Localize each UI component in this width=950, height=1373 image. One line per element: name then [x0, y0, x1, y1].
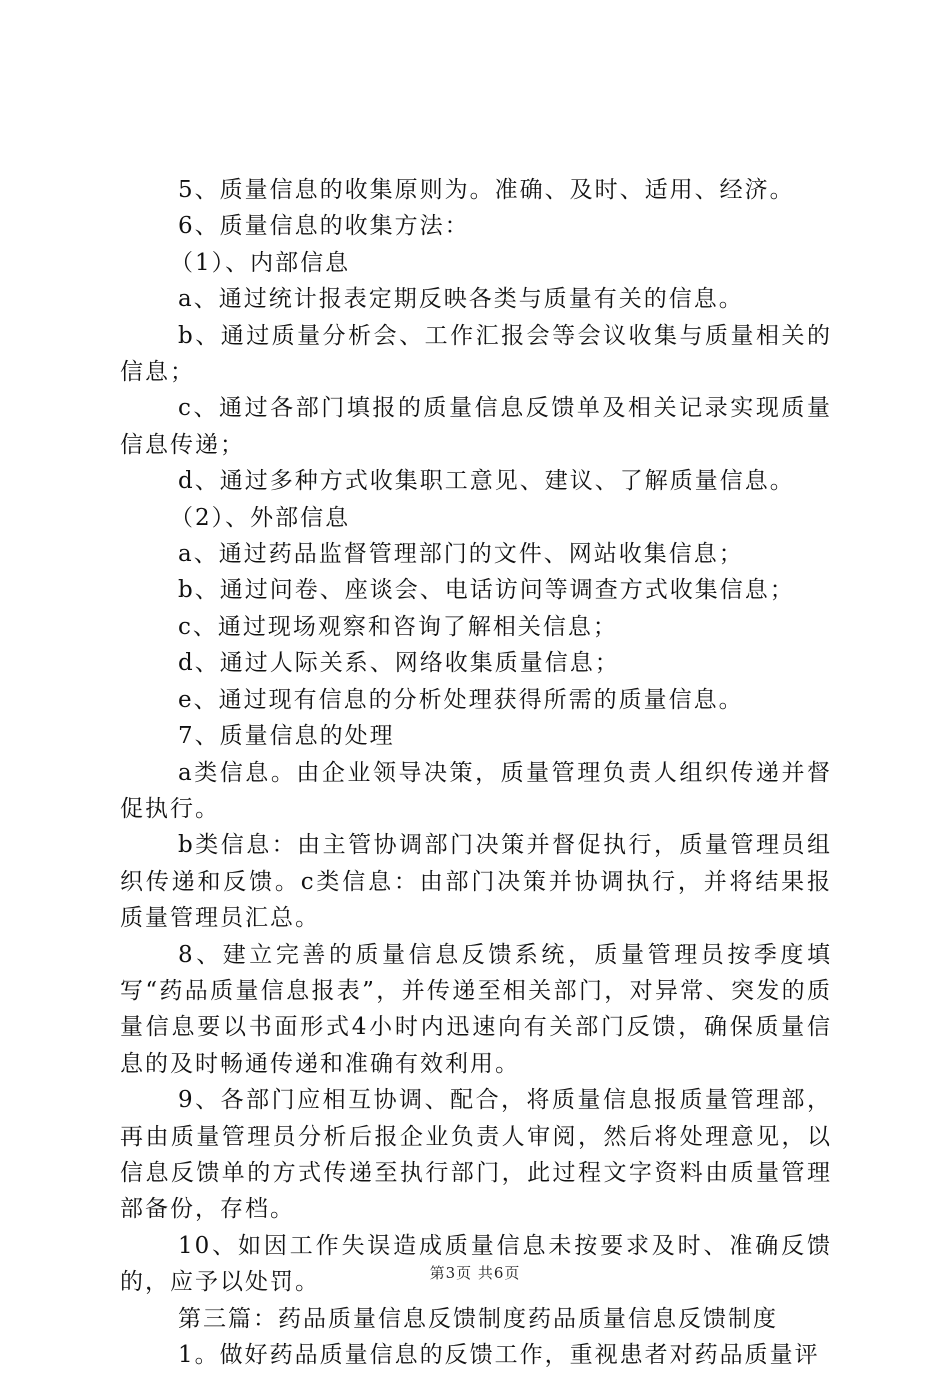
paragraph: 5、质量信息的收集原则为。准确、及时、适用、经济。 [178, 177, 795, 203]
list-item: b、通过问卷、座谈会、电话访问等调查方式收集信息； [178, 577, 795, 604]
paragraph: 10、如因工作失误造成质量信息未按要求及时、准确反馈的，应予以处罚。 [120, 1232, 832, 1296]
paragraph: 1。做好药品质量信息的反馈工作，重视患者对药品质量评 [178, 1342, 820, 1368]
section-heading: （1）、内部信息 [170, 249, 351, 276]
list-item: e、通过现有信息的分析处理获得所需的质量信息。 [178, 686, 744, 713]
paragraph: 8、建立完善的质量信息反馈系统，质量管理员按季度填写“药品质量信息报表”，并传递至相关部门，对异常、突发的质量信息要以书面形式4小时内迅速向有关部门反馈，确保质量信息的及时畅通传递和准确有效利用。 [120, 941, 832, 1077]
page-footer: 第3页 共6页 [429, 1264, 521, 1282]
chapter-title: 第三篇：药品质量信息反馈制度药品质量信息反馈制度 [178, 1305, 778, 1332]
list-item: c、通过各部门填报的质量信息反馈单及相关记录实现质量信息传递； [120, 395, 832, 458]
section-heading: 7、质量信息的处理 [178, 723, 395, 750]
list-item: a、通过统计报表定期反映各类与质量有关的信息。 [178, 286, 744, 313]
list-item: d、通过人际关系、网络收集质量信息； [178, 650, 620, 677]
document-body [120, 172, 832, 1373]
paragraph: b类信息：由主管协调部门决策并督促执行，质量管理员组织传递和反馈。c类信息：由部门决策并协调执行，并将结果报质量管理员汇总。 [120, 832, 832, 932]
list-item: d、通过多种方式收集职工意见、建议、了解质量信息。 [178, 468, 795, 495]
paragraph: 6、质量信息的收集方法： [178, 213, 470, 240]
list-item: a、通过药品监督管理部门的文件、网站收集信息； [178, 541, 744, 568]
list-item: c、通过现场观察和咨询了解相关信息； [178, 613, 618, 640]
section-heading: （2）、外部信息 [170, 504, 351, 531]
paragraph: 9、各部门应相互协调、配合，将质量信息报质量管理部，再由质量管理员分析后报企业负责人审阅，然后将处理意见，以信息反馈单的方式传递至执行部门，此过程文字资料由质量管理部备份，存档。 [120, 1087, 832, 1223]
list-item: b、通过质量分析会、工作汇报会等会议收集与质量相关的信息； [120, 322, 832, 386]
paragraph: a类信息。由企业领导决策，质量管理负责人组织传递并督促执行。 [120, 759, 832, 822]
